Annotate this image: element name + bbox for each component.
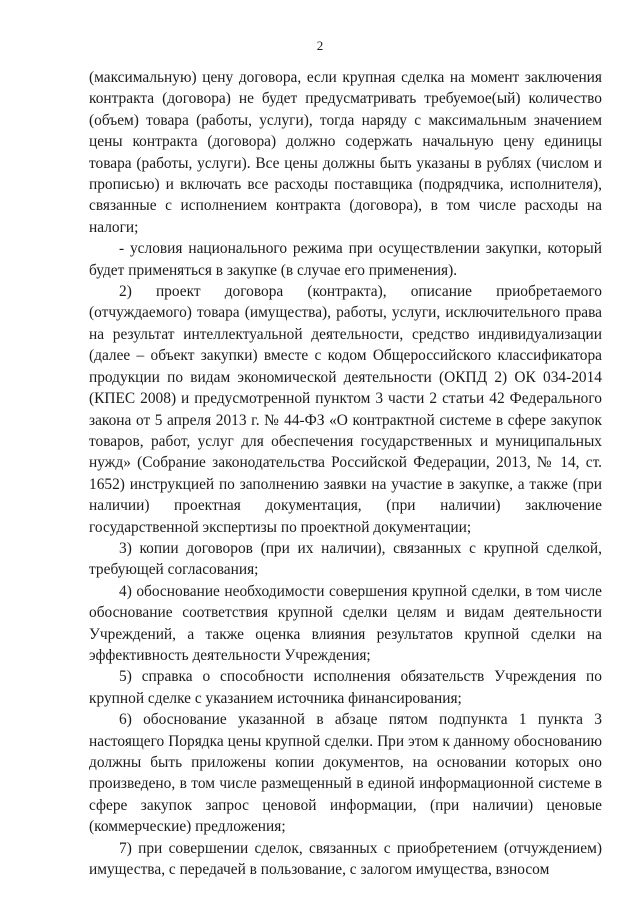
paragraph-item-7-property-deals: 7) при совершении сделок, связанных с приобретением (отчуждением) имущества, с передачей в пользование, с залогом имущества, взносом [89, 839, 602, 879]
paragraph-item-2-contract-draft: 2) проект договора (контракта), описание приобретаемого (отчуждаемого) товара (имущества), работы, услуги, исключительного права на результат интеллектуальной деятельности, средство индивидуализации (далее – объект закупки) вместе с кодом Общероссийского классификатора продукции по видам экономической деятельности (ОКПД 2) ОК 034-2014 (КПЕС 2008) и предусмотренной пунктом 3 части 2 статьи 42 Федерального закона от 5 апреля 2013 г. № 44-ФЗ «О контрактной системе в сфере закупок товаров, работ, услуг для обеспечения государственных и муниципальных нужд» (Собрание законодательства Российской Федерации, 2013, № 14, ст. 1652) инструкцией по заполнению заявки на участие в закупке, а также (при наличии) проектная документация, (при наличии) заключение государственной экспертизы по проектной документации; [89, 283, 602, 536]
page-number: 2 [316, 38, 324, 53]
paragraph-item-5-financing-note: 5) справка о способности исполнения обязательств Учреждения по крупной сделке с указанием источника финансирования; [89, 668, 602, 707]
paragraph-item-4-justification: 4) обоснование необходимости совершения крупной сделки, в том числе обоснование соответствия крупной сделки целям и видам деятельности Учреждений, а также оценка влияния результатов крупной сделки на эффективность деятельности Учреждения; [89, 582, 602, 664]
document-body [89, 67, 602, 880]
paragraph-national-regime: - условия национального режима при осуществлении закупки, который будет применяться в закупке (в случае его применения). [89, 240, 602, 279]
paragraph-item-6-price-justification: 6) обоснование указанной в абзаце пятом подпункта 1 пункта 3 настоящего Порядка цены крупной сделки. При этом к данному обоснованию должны быть приложены копии документов, на основании которых оно произведено, в том числе размещенный в единой информационной системе в сфере закупок запрос ценовой информации, (при наличии) ценовые (коммерческие) предложения; [89, 711, 602, 836]
paragraph-item-3-contract-copies: 3) копии договоров (при их наличии), связанных с крупной сделкой, требующей согласования; [89, 539, 602, 579]
paragraph-continuation-price: (максимальную) цену договора, если крупная сделка на момент заключения контракта (договора) не будет предусматривать требуемое(ый) количество (объем) товара (работы, услуги), тогда наряду с максимальным значением цены контракта (договора) должно содержать начальную цену единицы товара (работы, услуги). Все цены должны быть указаны в рублях (числом и прописью) и включать все расходы поставщика (подрядчика, исполнителя), связанные с исполнением контракта (договора), в том числе расходы на налоги; [89, 69, 602, 236]
